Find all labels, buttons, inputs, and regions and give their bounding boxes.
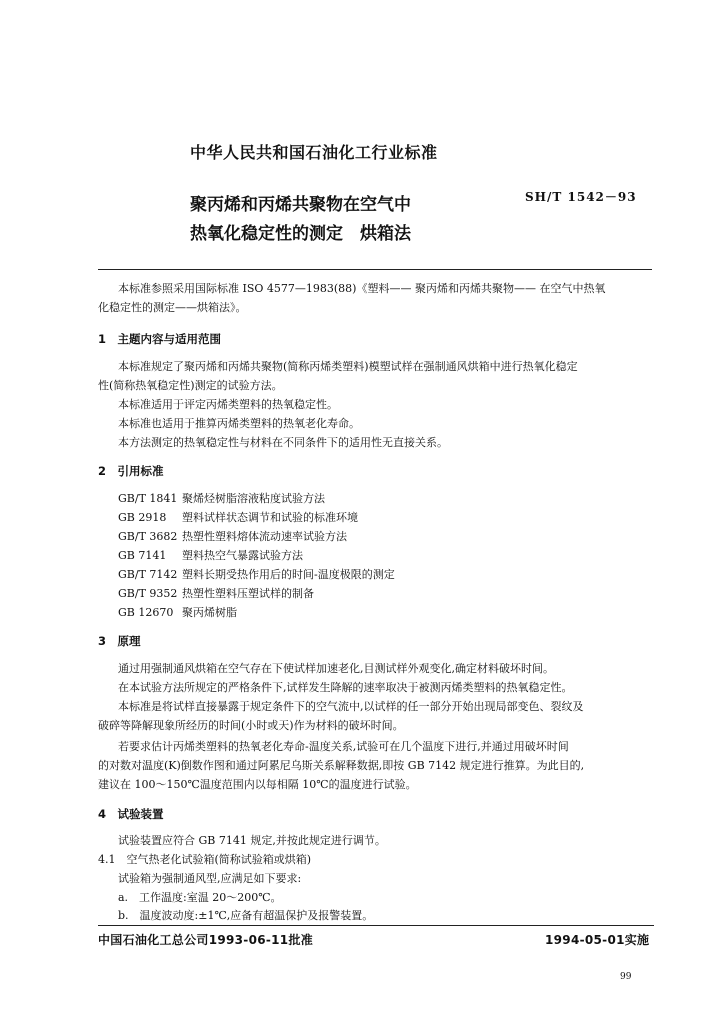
issuing-organization: 中华人民共和国石油化工行业标准 <box>190 143 438 162</box>
reference-code: GB 2918 <box>118 511 167 524</box>
section-1-paragraph-2: 本标准适用于评定丙烯类塑料的热氧稳定性。 <box>118 398 338 411</box>
reference-code: GB/T 3682 <box>118 530 178 543</box>
requirement-item-b: b. 温度波动度:±1℃,应备有超温保护及报警装置。 <box>118 909 374 922</box>
section-3-paragraph-1: 通过用强制通风烘箱在空气存在下使试样加速老化,目测试样外观变化,确定材料破坏时间。 <box>118 662 554 675</box>
section-1-paragraph-3: 本标准也适用于推算丙烯类塑料的热氧老化寿命。 <box>118 417 360 430</box>
reference-title: 聚烯烃树脂溶液粘度试验方法 <box>182 492 325 505</box>
section-2-heading: 2 引用标准 <box>98 464 164 478</box>
section-1-paragraph-4: 本方法测定的热氧稳定性与材料在不同条件下的适用性无直接关系。 <box>118 436 448 449</box>
section-3-paragraph-3-line-1: 本标准是将试样直接暴露于规定条件下的空气流中,以试样的任一部分开始出现局部变色、裂纹及 <box>118 700 584 713</box>
reference-item <box>118 527 347 546</box>
section-3-paragraph-3-line-2: 破碎等降解现象所经历的时间(小时或天)作为材料的破坏时间。 <box>98 719 404 732</box>
section-3-heading: 3 原理 <box>98 634 141 648</box>
section-4-1-paragraph: 试验箱为强制通风型,应满足如下要求: <box>118 872 302 885</box>
reference-title: 热塑性塑料压塑试样的制备 <box>182 587 314 600</box>
section-3-paragraph-4-line-2: 的对数对温度(K)倒数作图和通过阿累尼乌斯关系解释数据,即按 GB 7142 规定进行推算。为此目的, <box>98 759 585 772</box>
standard-code: SH/T 1542－93 <box>525 190 637 204</box>
section-1-heading: 1 主题内容与适用范围 <box>98 332 222 346</box>
reference-code: GB 7141 <box>118 549 167 562</box>
reference-item <box>118 565 395 584</box>
reference-item <box>118 489 325 508</box>
requirement-item-a: a. 工作温度:室温 20～200℃。 <box>118 891 282 904</box>
section-1-paragraph-1-line-1: 本标准规定了聚丙烯和丙烯共聚物(简称丙烯类塑料)模塑试样在强制通风烘箱中进行热氧化稳定 <box>118 360 578 373</box>
reference-title: 塑料试样状态调节和试验的标准环境 <box>182 511 358 524</box>
reference-code: GB/T 1841 <box>118 492 178 505</box>
reference-item <box>118 546 303 565</box>
reference-code: GB/T 9352 <box>118 587 178 600</box>
section-4-1-heading: 4.1 空气热老化试验箱(简称试验箱或烘箱) <box>98 853 312 866</box>
document-title-line-2: 热氧化稳定性的测定 烘箱法 <box>190 224 411 244</box>
reference-item <box>118 508 358 527</box>
approval-date: 中国石油化工总公司1993-06-11批准 <box>98 933 314 947</box>
intro-line-2: 化稳定性的测定——烘箱法》。 <box>98 301 247 314</box>
reference-item <box>118 603 237 622</box>
reference-title: 塑料长期受热作用后的时间-温度极限的测定 <box>182 568 395 581</box>
section-4-paragraph-1: 试验装置应符合 GB 7141 规定,并按此规定进行调节。 <box>118 834 386 847</box>
section-3-paragraph-2: 在本试验方法所规定的严格条件下,试样发生降解的速率取决于被测丙烯类塑料的热氧稳定性。 <box>118 681 573 694</box>
section-3-paragraph-4-line-1: 若要求估计丙烯类塑料的热氧老化寿命-温度关系,试验可在几个温度下进行,并通过用破坏时间 <box>118 740 569 753</box>
reference-item <box>118 584 314 603</box>
reference-title: 塑料热空气暴露试验方法 <box>182 549 303 562</box>
section-4-heading: 4 试验装置 <box>98 807 164 821</box>
page-number: 99 <box>620 972 632 982</box>
header-divider <box>98 269 652 270</box>
intro-line-1: 本标准参照采用国际标准 ISO 4577—1983(88)《塑料—— 聚丙烯和丙烯共聚物—— 在空气中热氧 <box>118 282 606 295</box>
reference-code: GB/T 7142 <box>118 568 178 581</box>
footer-divider <box>98 925 654 926</box>
section-1-paragraph-1-line-2: 性(简称热氧稳定性)测定的试验方法。 <box>98 379 283 392</box>
reference-code: GB 12670 <box>118 606 174 619</box>
document-title-line-1: 聚丙烯和丙烯共聚物在空气中 <box>190 195 411 215</box>
reference-title: 热塑性塑料熔体流动速率试验方法 <box>182 530 347 543</box>
reference-title: 聚丙烯树脂 <box>182 606 237 619</box>
effective-date: 1994-05-01实施 <box>545 933 650 947</box>
section-3-paragraph-4-line-3: 建议在 100～150℃温度范围内以每相隔 10℃的温度进行试验。 <box>98 778 417 791</box>
